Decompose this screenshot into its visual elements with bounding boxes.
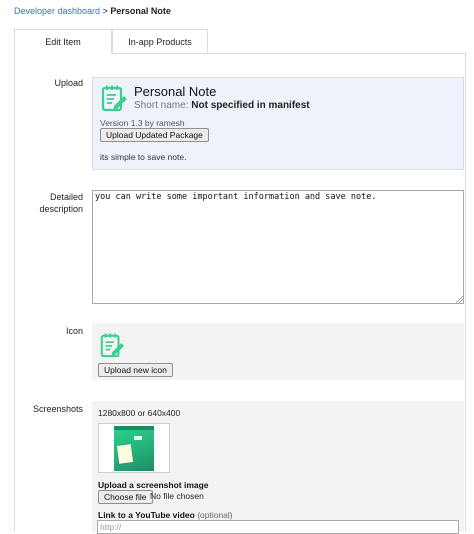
choose-file-button[interactable]: Choose file [98,490,153,504]
description-label-line2: description [39,204,83,214]
file-status: No file chosen [150,491,204,501]
youtube-optional: (optional) [197,510,233,520]
youtube-label-text: Link to a YouTube video [98,510,195,520]
tab-in-app-products[interactable]: In-app Products [112,29,208,53]
resize-grip-icon[interactable] [455,295,463,303]
version-info: Version 1.3 by ramesh [100,118,185,128]
tab-edit-item[interactable]: Edit Item [14,29,112,54]
upload-label: Upload [54,78,83,88]
breadcrumb [14,6,171,16]
screenshot-image-header [114,426,154,430]
upload-new-icon-button[interactable]: Upload new icon [98,363,173,377]
notepad-pencil-icon [100,84,128,112]
screenshot-image-button [134,436,142,440]
breadcrumb-dashboard-link[interactable]: Developer dashboard [14,6,101,16]
description-textarea[interactable] [92,190,464,304]
notepad-pencil-icon [99,332,125,358]
description-label [20,191,83,215]
description-label-line1: Detailed [49,192,83,202]
screenshots-label: Screenshots [32,404,83,414]
youtube-label [98,510,233,520]
icon-label: Icon [65,326,83,336]
upload-updated-package-button[interactable]: Upload Updated Package [100,128,209,142]
breadcrumb-current: Personal Note [110,6,171,16]
upload-note: its simple to save note. [100,152,187,162]
app-name: Personal Note [134,84,217,99]
short-name-label: Short name: [134,100,189,111]
short-name [134,100,310,111]
screenshot-dimensions: 1280x800 or 640x400 [98,408,181,418]
upload-screenshot-label: Upload a screenshot image [98,480,209,490]
screenshot-image-note [117,444,133,464]
breadcrumb-separator: > [102,6,108,16]
short-name-value: Not specified in manifest [191,100,310,111]
